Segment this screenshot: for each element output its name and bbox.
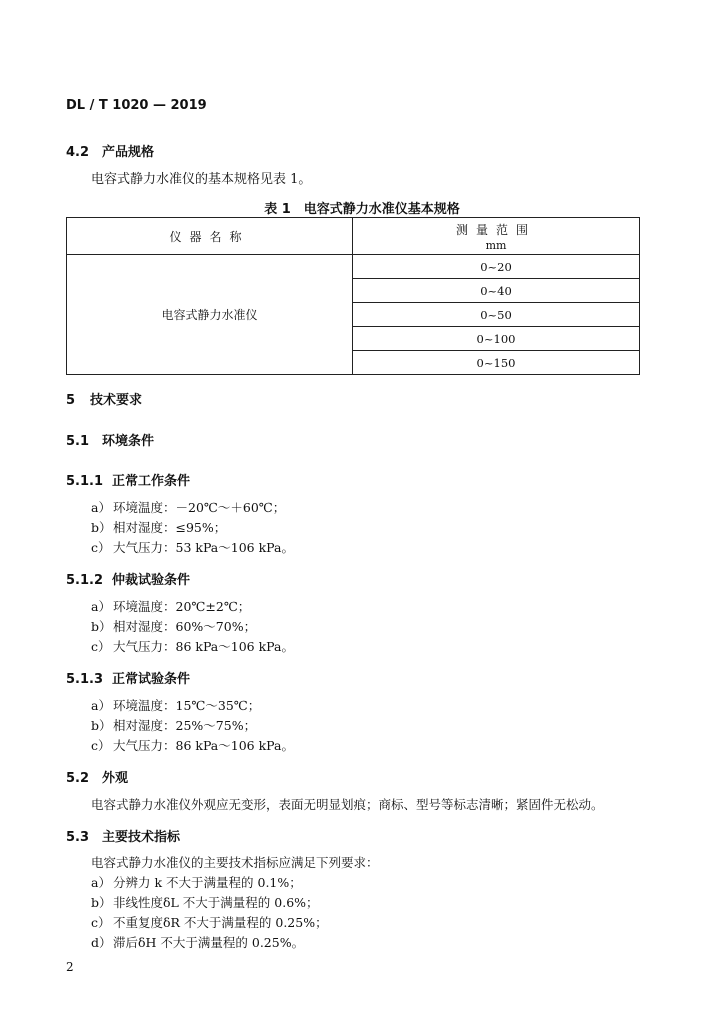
range-cell: 0~40	[353, 279, 640, 303]
list-item: b）非线性度δL 不大于满量程的 0.6%；	[91, 895, 319, 910]
list-item: b）相对湿度：60%～70%；	[91, 619, 257, 634]
col-instrument-header: 仪器名称	[67, 218, 353, 255]
section-title: 仲裁试验条件	[112, 573, 191, 588]
list-item: a） 环境温度：－20℃～＋60℃；	[91, 500, 286, 515]
list-item: a） 环境温度：15℃～35℃；	[91, 698, 261, 713]
section-5-heading	[66, 389, 142, 408]
section-number: 5	[66, 393, 76, 408]
section-5-3-intro: 电容式静力水准仪的主要技术指标应满足下列要求：	[91, 855, 379, 870]
section-number: 5.2	[66, 771, 90, 786]
document-code: DL / T 1020 — 2019	[66, 98, 207, 113]
section-4-2-text: 电容式静力水准仪的基本规格见表 1。	[91, 172, 312, 187]
section-title: 产品规格	[102, 145, 155, 160]
section-number: 5.3	[66, 830, 90, 845]
section-title: 正常工作条件	[112, 474, 191, 489]
list-item: a） 分辨力 k 不大于满量程的 0.1%；	[91, 875, 302, 890]
list-item: a） 环境温度：20℃±2℃；	[91, 599, 251, 614]
section-5-1-1-heading	[66, 470, 190, 489]
list-item: c） 大气压力：86 kPa～106 kPa。	[91, 738, 294, 753]
section-title: 技术要求	[90, 393, 143, 408]
section-5-2-heading	[66, 767, 128, 786]
list-item: b）相对湿度：≤95%；	[91, 520, 227, 535]
range-cell: 0~20	[353, 255, 640, 279]
range-header-label: 测量范围	[455, 222, 536, 237]
range-cell: 0~150	[353, 351, 640, 375]
section-title: 外观	[102, 771, 129, 786]
list-item: c） 大气压力：86 kPa～106 kPa。	[91, 639, 294, 654]
col-range-header	[353, 218, 640, 255]
section-title: 环境条件	[102, 434, 155, 449]
section-number: 5.1	[66, 434, 90, 449]
section-5-1-heading	[66, 430, 154, 449]
list-item: b）相对湿度：25%～75%；	[91, 718, 257, 733]
spec-table	[66, 217, 640, 375]
section-5-1-3-heading	[66, 668, 190, 687]
table-header-row	[67, 218, 640, 255]
section-5-3-heading	[66, 826, 180, 845]
range-cell: 0~50	[353, 303, 640, 327]
section-title: 正常试验条件	[112, 672, 191, 687]
table-row	[67, 255, 640, 279]
instrument-name-cell: 电容式静力水准仪	[67, 255, 353, 375]
list-item: c） 不重复度δR 不大于满量程的 0.25%；	[91, 915, 328, 930]
section-number: 5.1.3	[66, 672, 104, 687]
section-5-1-2-heading	[66, 569, 190, 588]
section-4-2-heading	[66, 141, 154, 160]
table-caption: 表 1 电容式静力水准仪基本规格	[264, 202, 460, 217]
list-item: c） 大气压力：53 kPa～106 kPa。	[91, 540, 294, 555]
section-number: 5.1.1	[66, 474, 104, 489]
section-title: 主要技术指标	[102, 830, 181, 845]
section-5-2-text: 电容式静力水准仪外观应无变形，表面无明显划痕；商标、型号等标志清晰；紧固件无松动。	[91, 797, 604, 812]
section-number: 5.1.2	[66, 573, 104, 588]
list-item: d）滞后δH 不大于满量程的 0.25%。	[91, 935, 305, 950]
page-number: 2	[66, 960, 74, 974]
range-cell: 0~100	[353, 327, 640, 351]
range-header-unit: mm	[485, 238, 507, 252]
section-number: 4.2	[66, 145, 90, 160]
